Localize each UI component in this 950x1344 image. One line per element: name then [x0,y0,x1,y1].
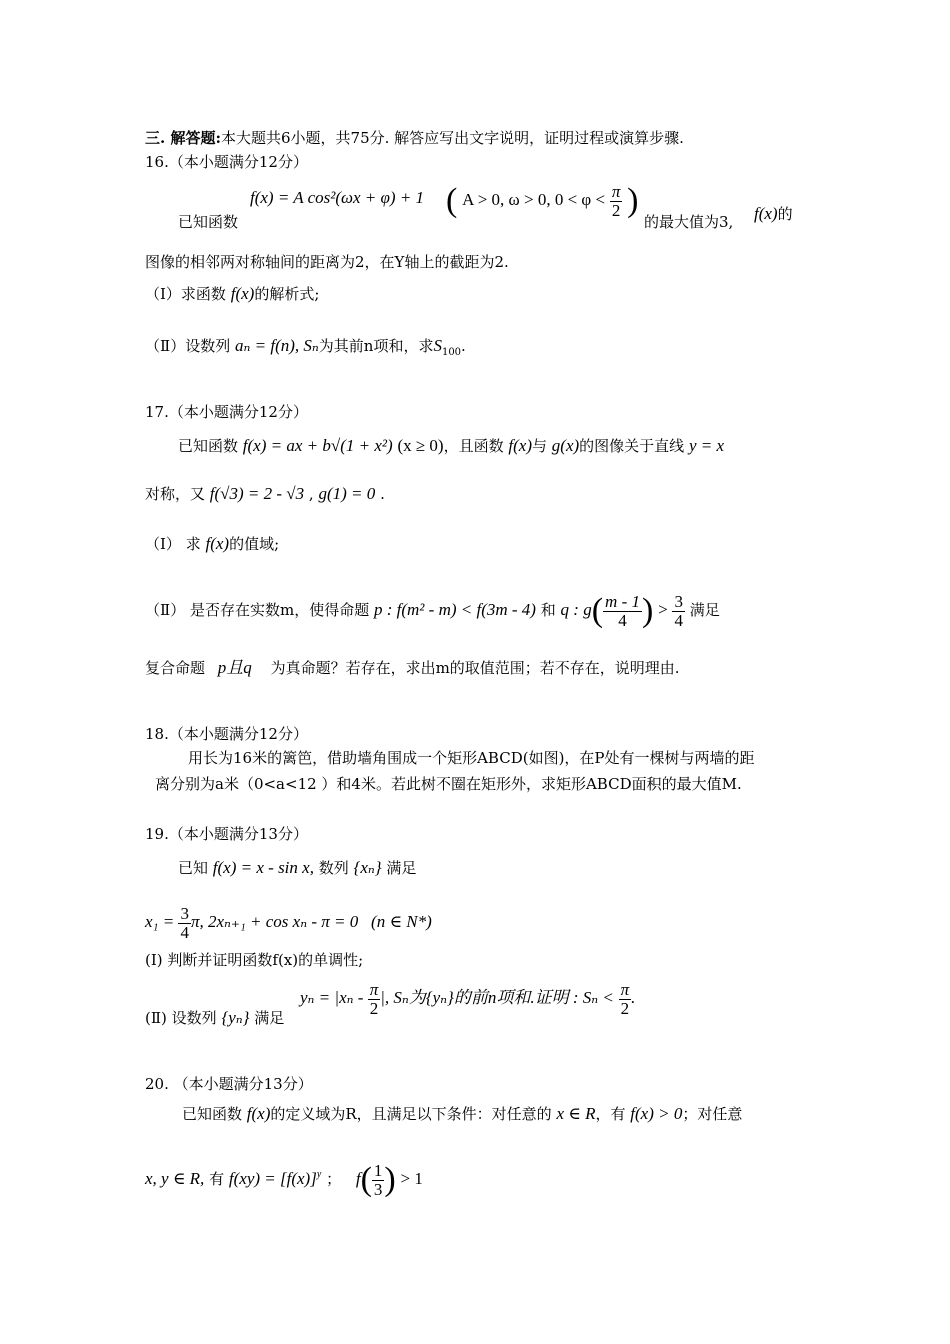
q19-x1d: 4 [180,922,189,942]
q17-mid2: 的图像关于直线 [579,437,685,455]
q19-seq: 数列 [318,859,349,877]
q17-p1-tail: 的值域; [229,535,280,553]
q16-part1 [145,284,319,304]
q17-cond: (x ≥ 0) [397,436,444,455]
q20-l2d: ； [326,1170,342,1188]
q17-p1-fx: f(x) [205,534,230,553]
q19-line1 [178,858,416,878]
q18-line2: 离分别为a米（0<a<12 ）和4米。若此树不圈在矩形外，求矩形ABCD面积的最大值M. [155,775,742,793]
q17-p2-and: 和 [540,601,556,619]
q20-l2a: x, y ∈ R, [145,1169,205,1188]
q20-l2n: 1 [373,1160,383,1180]
q16-formula-line [250,188,424,208]
q16-p1-tail: 的解析式; [254,285,320,303]
q17-line2 [145,484,385,504]
q16-p2-sub: 100 [441,347,462,358]
q19-satisfy: 满足 [386,859,417,877]
q19-header: 19.（本小题满分13分） [145,825,308,843]
q20-prefix: 已知函数 [182,1105,243,1123]
q17-p2-tail: 满足 [689,601,720,619]
q20-mid2: ，有 [595,1105,626,1123]
q19-line2 [145,900,432,944]
q17-l3c: 为真命题？若存在，求出m的取值范围；若不存在，说明理由. [270,659,680,677]
q19-f: f(x) = x - sin x, [212,858,314,877]
q19-two: 2 [369,998,379,1018]
q20-l2den: 3 [373,1179,383,1199]
q19-p2-satisfy: 满足 [254,1009,285,1027]
q19-yeq: yₙ = |xₙ - [300,988,368,1007]
q20-mid1: 的定义域为R，且满足以下条件：对任意的 [270,1105,552,1123]
q16-p2-s: S [433,336,442,355]
q20-fx: f(x) [246,1104,271,1123]
q19-nset: (n ∈ N*) [371,912,432,931]
q19-yn: {yₙ} [221,1008,250,1027]
q17-l2c: , [308,485,314,503]
q16-condition-group: ( A > 0, ω > 0, 0 < φ < $\frac{\pi}{2}$ ) [446,181,639,220]
q16-after-text: 的最大值为3, [644,213,734,231]
q19-x1: x₁ = [145,912,179,931]
q17-prefix: 已知函数 [178,437,239,455]
q19-pi: π [369,979,379,999]
q17-p2-den: 4 [618,610,627,630]
q19-x1rest: π, 2xₙ₊₁ + cos xₙ - π = 0 [190,912,359,931]
q16-header: 16.（本小题满分12分） [145,153,308,171]
q16-p2-mid: 为其前n项和，求 [318,337,434,355]
q19-part1: (Ⅰ) 判断并证明函数f(x)的单调性; [145,951,364,969]
q16-after [644,212,733,232]
section-intro [145,128,684,148]
q16-p1-label: （Ⅰ）求函数 [145,285,226,303]
section-heading: 三. 解答题: [145,129,221,147]
q17-l2a: 对称，又 [145,485,206,503]
q17-fx: f(x) [508,436,532,455]
q20-pos: f(x) > 0 [630,1104,683,1123]
q20-header: 20. （本小题满分13分） [145,1075,313,1093]
q17-p2-label: （Ⅱ） 是否存在实数m，使得命题 [145,601,370,619]
q16-p2-formula: aₙ = f(n), Sₙ [234,336,319,355]
q16-line2: 图像的相邻两对称轴间的距离为2，在Y轴上的截距为2. [145,253,509,271]
q16-p2-end: . [461,337,466,355]
q19-x1n: 3 [180,903,189,923]
q20-l2y: y [316,1169,322,1180]
q17-line: y = x [688,436,725,455]
q17-line3 [145,658,680,678]
q16-two: 2 [611,200,621,220]
q16-p2-label: （Ⅱ）设数列 [145,337,231,355]
q17-formula: f(x) = ax + b√(1 + x²) [242,436,393,455]
q17-yu: 与 [531,437,547,455]
q17-p2-gt: > [658,600,668,619]
q20-l2e: f [355,1169,361,1188]
q17-l2d: . [380,485,385,503]
q19-pi2: π [620,979,630,999]
q17-part2: （Ⅱ） 是否存在实数m，使得命题 p : f(m² - m) < f(3m - 4) 和 q : g( $\frac{m - 1}{4}$ ) > $\frac{3}{4}$ 满足 [145,591,720,630]
q17-gx: g(x) [551,436,580,455]
q17-p2-num: m - 1 [605,591,640,611]
q17-p1-label: （Ⅰ） 求 [145,535,201,553]
q16-de: 的 [777,205,793,223]
q20-line2: x, y ∈ R, 有 $f(xy) = [f(x)]^y$ ； f( $\frac{1}{3}$ ) > 1 [145,1160,423,1199]
q16-formula: f(x) = A cos²(ωx + φ) + 1 [250,188,425,207]
q17-header: 17.（本小题满分12分） [145,403,308,421]
q17-l3a: 复合命题 [145,659,206,677]
q19-rest: |, Sₙ为{yₙ}的前n项和.证明 : Sₙ < [380,988,614,1007]
q17-p2-rn: 3 [674,591,683,611]
q20-line1 [182,1104,742,1124]
q17-l2f: f(√3) = 2 - √3 [209,484,305,503]
q20-mid3: ；对任意 [682,1105,743,1123]
q18-header: 18.（本小题满分12分） [145,725,308,743]
q20-l2b: 有 [209,1170,225,1188]
section-text: 本大题共6小题，共75分. 解答应写出文字说明，证明过程或演算步骤. [220,129,684,147]
q19-part2-label [145,1008,284,1028]
q16-fx [754,204,793,224]
q19-xn: {xₙ} [353,858,382,877]
q20-xr: x ∈ R [556,1104,596,1123]
q16-pi: π [611,181,621,201]
q16-condition: A > 0, ω > 0, 0 < φ < [462,190,606,209]
q19-prefix: 已知 [178,859,209,877]
q18-line1: 用长为16米的篱笆，借助墙角围成一个矩形ABCD(如图)，在P处有一棵树与两墙的距 [188,749,755,767]
q17-l2g: g(1) = 0 [318,484,376,503]
q17-p2-q: q : g [560,600,592,619]
q17-p2-rd: 4 [674,610,683,630]
q19-end: . [631,988,636,1007]
q17-l3b: p且q [217,658,252,677]
q16-part2 [145,336,466,363]
q16-fx-text: f(x) [754,204,778,223]
q17-p2-p: p : f(m² - m) < f(3m - 4) [373,600,536,619]
q19-p2-label: (Ⅱ) 设数列 [145,1009,217,1027]
q19-two2: 2 [620,998,630,1018]
q20-l2c: f(xy) = [f(x)] [228,1169,317,1188]
q17-line1 [178,436,724,456]
q17-part1 [145,534,279,554]
q16-p1-fx: f(x) [230,284,255,303]
q16-prefix: 已知函数 [178,213,239,231]
q20-l2f: > 1 [400,1169,423,1188]
q19-part2-formula [300,974,635,1022]
q17-mid1: ，且函数 [443,437,504,455]
